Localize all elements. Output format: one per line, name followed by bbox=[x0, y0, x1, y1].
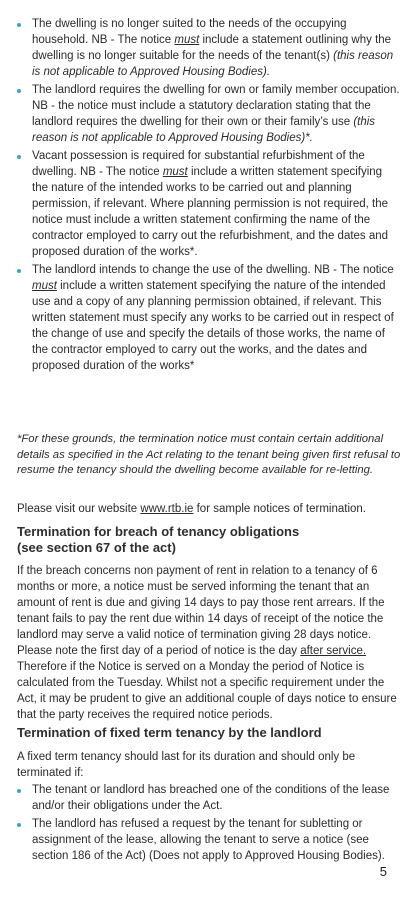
list-item: The landlord has refused a request by the tenant for subletting or assignment of the lease, allowing the tenant to serve a notice (see section 186 of the Act) (Does not apply to Approved Housing Bodies). bbox=[0, 816, 417, 864]
rtb-website-link[interactable]: www.rtb.ie bbox=[140, 503, 194, 515]
bullet-icon bbox=[17, 23, 21, 27]
section-heading-breach: Termination for breach of tenancy obligations (see section 67 of the act) bbox=[17, 524, 300, 555]
list-item: The dwelling is no longer suited to the needs of the occupying household. NB - The notice must include a statement outlining why the dwelling is no longer suitable for the needs of the tenant(s) (this reason is not applicable to Approved Housing Bodies). bbox=[0, 16, 417, 80]
footnote: *For these grounds, the termination notice must contain certain additional details as specified in the Act relating to the tenant being given first refusal to resume the tenancy should the dwelling become available for re-letting. bbox=[17, 433, 401, 476]
list-item: The tenant or landlord has breached one of the conditions of the lease and/or their obligations under the Act. bbox=[0, 782, 417, 814]
section-heading-fixed-term: Termination of fixed term tenancy by the landlord bbox=[17, 725, 322, 740]
grounds-list bbox=[0, 16, 417, 376]
bullet-icon bbox=[17, 89, 21, 93]
fixed-term-list bbox=[0, 782, 417, 866]
website-paragraph: Please visit our website www.rtb.ie for sample notices of termination. bbox=[17, 503, 367, 515]
bullet-icon bbox=[17, 823, 21, 827]
list-item: The landlord intends to change the use of the dwelling. NB - The notice must include a written statement specifying the nature of the intended use and a copy of any planning permission obtained, if relevant. This written statement must specify any works to be carried out in respect of the change of use and specify the details of those works, the name of the contractor employed to carry out the works, and the dates and proposed duration of the works* bbox=[0, 262, 417, 374]
list-item: Vacant possession is required for substantial refurbishment of the dwelling. NB - The notice must include a written statement specifying the nature of the intended works to be carried out and planning permission, if relevant. Where planning permission is not required, the notice must include a written statement confirming the name of the contractor employed to carry out the refurbishment, and the dates and proposed duration of the works*. bbox=[0, 148, 417, 260]
bullet-icon bbox=[17, 269, 21, 273]
breach-paragraph: If the breach concerns non payment of rent in relation to a tenancy of 6 months or more, a notice must be served informing the tenant that an amount of rent is due and giving 14 days to pay those rent arrears. If the tenant fails to pay the rent due within 14 days of receipt of the notice the landlord may serve a valid notice of termination giving 28 days notice. Please note the first day of a period of notice is the day after service. Therefore if the Notice is served on a Monday the period of Notice is calculated from the Tuesday. Whilst not a specific requirement under the Act, it may be prudent to give an additional couple of days notice to ensure that the party receives the required notice periods. bbox=[17, 565, 397, 721]
bullet-icon bbox=[17, 155, 21, 159]
fixed-term-intro: A fixed term tenancy should last for its duration and should only be terminated if: bbox=[17, 751, 356, 779]
bullet-icon bbox=[17, 789, 21, 793]
page-number: 5 bbox=[379, 864, 387, 879]
list-item: The landlord requires the dwelling for own or family member occupation. NB - the notice must include a statutory declaration stating that the landlord requires the dwelling for their own or their family’s use (this reason is not applicable to Approved Housing Bodies)*. bbox=[0, 82, 417, 146]
